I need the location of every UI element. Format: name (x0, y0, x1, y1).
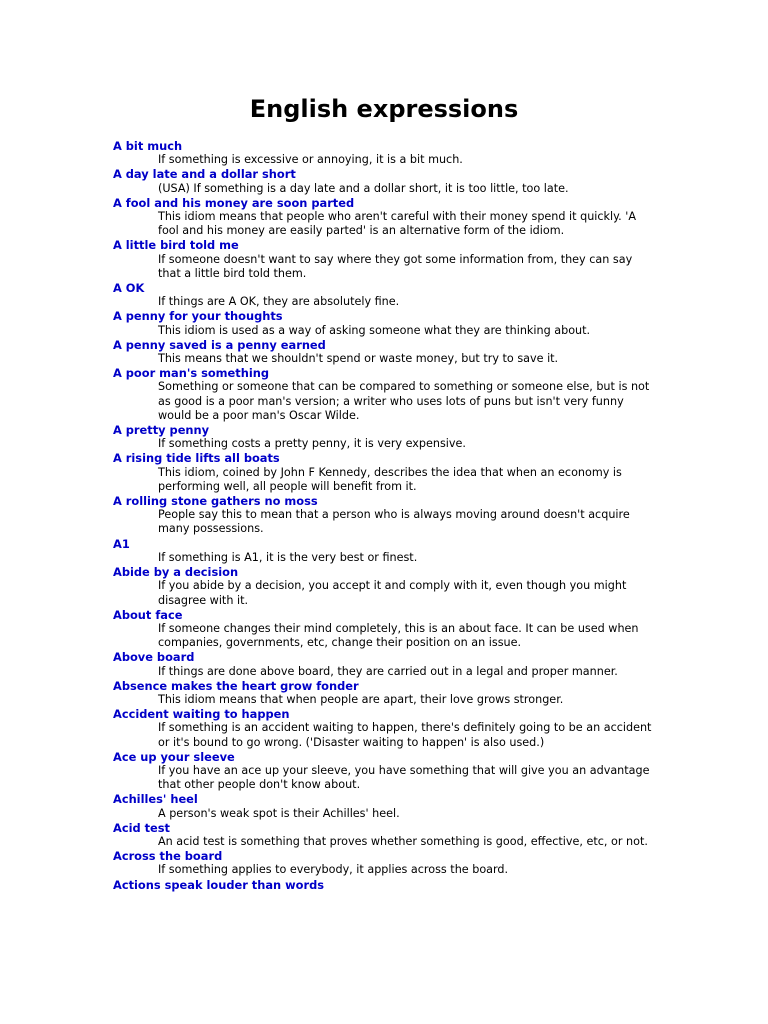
expression-term: Actions speak louder than words (113, 877, 324, 892)
expression-entry (113, 650, 653, 678)
expression-entry (113, 167, 653, 195)
expression-entry (113, 878, 653, 892)
expression-term: A fool and his money are soon parted (113, 195, 355, 210)
expression-term: A bit much (113, 139, 183, 153)
expression-entry (113, 565, 653, 608)
expression-entry (113, 792, 653, 820)
expression-definition: If someone changes their mind completely, this is an about face. It can be used when companies, governments, etc, change their position on an issue. (158, 621, 639, 650)
expression-entry (113, 821, 653, 849)
expression-term: A rising tide lifts all boats (113, 451, 280, 466)
expression-term: Abide by a decision (113, 565, 239, 580)
expression-definition: This means that we shouldn't spend or waste money, but try to save it. (158, 352, 559, 366)
expression-term: Accident waiting to happen (113, 707, 290, 722)
expression-list (113, 139, 653, 892)
expression-entry (113, 238, 653, 281)
expression-entry (113, 196, 653, 239)
expression-term: A poor man's something (113, 366, 269, 381)
expression-definition: If something applies to everybody, it applies across the board. (158, 863, 509, 877)
expression-term: Absence makes the heart grow fonder (113, 678, 359, 693)
expression-entry (113, 451, 653, 494)
expression-definition: If things are done above board, they are carried out in a legal and proper manner. (158, 664, 618, 678)
expression-term: About face (113, 607, 183, 622)
expression-definition: If something is A1, it is the very best or finest. (158, 550, 418, 564)
expression-definition: (USA) If something is a day late and a dollar short, it is too little, too late. (158, 181, 569, 195)
expression-entry (113, 281, 653, 309)
expression-definition: This idiom means that when people are apart, their love grows stronger. (158, 692, 564, 706)
expression-entry (113, 366, 653, 423)
expression-term: A rolling stone gathers no moss (113, 494, 318, 509)
expression-term: A little bird told me (113, 238, 239, 253)
expression-term: A day late and a dollar short (113, 167, 296, 182)
expression-definition: If you have an ace up your sleeve, you have something that will give you an advantage that other people don't know about. (158, 763, 650, 792)
expression-entry (113, 139, 653, 167)
expression-term: Acid test (113, 820, 170, 835)
expression-definition: If something is excessive or annoying, it is a bit much. (158, 153, 463, 167)
expression-entry (113, 608, 653, 651)
expression-definition: If you abide by a decision, you accept it and comply with it, even though you might disagree with it. (158, 579, 627, 607)
expression-entry (113, 707, 653, 750)
expression-term: A OK (113, 281, 145, 296)
expression-definition: This idiom means that people who aren't careful with their money spend it quickly. 'A fool and his money are easily parted' is an alternative form of the idiom. (158, 210, 637, 238)
expression-entry (113, 423, 653, 451)
expression-term: Ace up your sleeve (113, 749, 235, 764)
expression-definition: If something costs a pretty penny, it is very expensive. (158, 437, 466, 451)
expression-term: Across the board (113, 849, 223, 864)
expression-entry (113, 679, 653, 707)
expression-term: A penny saved is a penny earned (113, 337, 326, 352)
expression-term: Achilles' heel (113, 792, 198, 807)
expression-term: Above board (113, 650, 195, 665)
expression-definition: An acid test is something that proves whether something is good, effective, etc, or not. (158, 834, 648, 848)
expression-definition: If something is an accident waiting to happen, there's definitely going to be an accident or it's bound to go wrong. ('Disaster waiting to happen' is also used.) (158, 721, 652, 749)
expression-definition: People say this to mean that a person who is always moving around doesn't acquire many possessions. (158, 508, 630, 536)
expression-definition: A person's weak spot is their Achilles' heel. (158, 806, 400, 820)
expression-definition: Something or someone that can be compared to something or someone else, but is not as good is a poor man's version; a writer who uses lots of puns but isn't very funny would be a poor man's Oscar Wilde. (158, 380, 650, 422)
expression-definition: This idiom, coined by John F Kennedy, describes the idea that when an economy is performing well, all people will benefit from it. (158, 465, 622, 493)
expression-entry (113, 537, 653, 565)
expression-term: A1 (113, 536, 130, 551)
expression-definition: This idiom is used as a way of asking someone what they are thinking about. (158, 323, 591, 337)
page-title: English expressions (249, 95, 519, 123)
expression-term: A penny for your thoughts (113, 309, 283, 324)
expression-definition: If things are A OK, they are absolutely fine. (158, 295, 400, 309)
expression-entry (113, 750, 653, 793)
expression-entry (113, 849, 653, 877)
expression-definition: If someone doesn't want to say where they got some information from, they can say that a little bird told them. (158, 252, 633, 280)
expression-entry (113, 309, 653, 337)
expression-term: A pretty penny (113, 423, 210, 438)
expression-entry (113, 494, 653, 537)
expression-entry (113, 338, 653, 366)
